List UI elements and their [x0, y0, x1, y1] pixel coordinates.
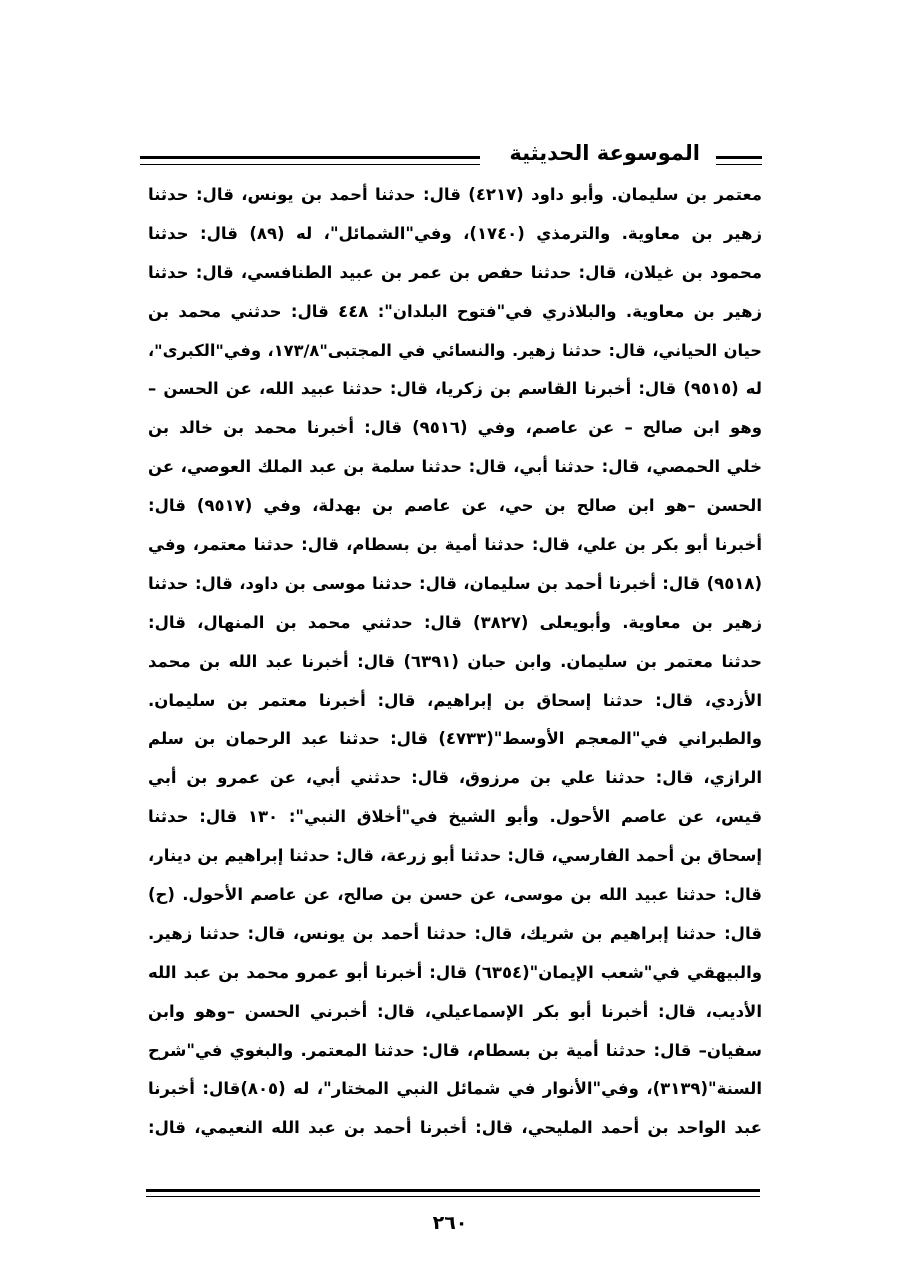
text-line: والبيهقي في"شعب الإيمان"(٦٣٥٤) قال: أخبرنا أبو عمرو محمد بن عبد الله [148, 962, 762, 982]
text-line: الحسن –هو ابن صالح بن حي، عن عاصم بن بهدلة، وفي (٩٥١٧) قال: [148, 496, 762, 516]
text-line: عبد الواحد بن أحمد المليحي، قال: أخبرنا أحمد بن عبد الله النعيمي، قال: [148, 1118, 762, 1138]
text-line: الرازي، قال: حدثنا علي بن مرزوق، قال: حدثني أبي، عن عمرو بن أبي [148, 768, 762, 788]
text-line: وهو ابن صالح – عن عاصم، وفي (٩٥١٦) قال: أخبرنا محمد بن خالد بن [148, 418, 762, 438]
text-line: أخبرنا أبو بكر بن علي، قال: حدثنا أمية بن بسطام، قال: حدثنا معتمر، وفي [148, 535, 762, 555]
text-line: قال: حدثنا إبراهيم بن شريك، قال: حدثنا أحمد بن يونس، قال: حدثنا زهير. [148, 923, 762, 943]
header-title: الموسوعة الحديثية [509, 141, 700, 165]
text-line: الأزدي، قال: حدثنا إسحاق بن إبراهيم، قال: أخبرنا معتمر بن سليمان. [148, 690, 762, 710]
text-line: معتمر بن سليمان. وأبو داود (٤٢١٧) قال: حدثنا أحمد بن يونس، قال: حدثنا [148, 185, 762, 204]
footer-rule [146, 1189, 760, 1197]
text-line: (٩٥١٨) قال: أخبرنا أحمد بن سليمان، قال: حدثنا موسى بن داود، قال: حدثنا [148, 573, 762, 593]
text-line: قال: حدثنا عبيد الله بن موسى، عن حسن بن صالح، عن عاصم الأحول. (ح) [148, 885, 762, 905]
text-line: قيس، عن عاصم الأحول. وأبو الشيخ في"أخلاق النبي": ١٣٠ قال: حدثنا [148, 807, 763, 827]
page-number: ٢٦٠ [432, 1212, 468, 1234]
text-line: خلي الحمصي، قال: حدثنا أبي، قال: حدثنا سلمة بن عبد الملك العوصي، عن [148, 457, 762, 477]
text-line: زهير بن معاوية. والبلاذري في"فتوح البلدان": ٤٤٨ قال: حدثني محمد بن [148, 301, 763, 321]
text-line: الأديب، قال: أخبرنا أبو بكر الإسماعيلي، قال: أخبرني الحسن –وهو وابن [148, 1001, 762, 1021]
text-line: إسحاق بن أحمد الفارسي، قال: حدثنا أبو زرعة، قال: حدثنا إبراهيم بن دينار، [148, 846, 762, 866]
text-line: زهير بن معاوية. وأبويعلى (٣٨٢٧) قال: حدثني محمد بن المنهال، قال: [148, 612, 762, 632]
text-line: زهير بن معاوية. والترمذي (١٧٤٠)، وفي"الشمائل"، له (٨٩) قال: حدثنا [148, 223, 762, 243]
page-header [140, 136, 762, 172]
header-rule-right [716, 156, 762, 165]
text-line: حدثنا معتمر بن سليمان. وابن حبان (٦٣٩١) قال: أخبرنا عبد الله بن محمد [148, 651, 762, 671]
text-line: سفيان– قال: حدثنا أمية بن بسطام، قال: حدثنا المعتمر. والبغوي في"شرح [148, 1040, 762, 1060]
body-text [148, 176, 762, 1148]
text-line: محمود بن غيلان، قال: حدثنا حفص بن عمر بن عبيد الطنافسي، قال: حدثنا [148, 262, 762, 282]
text-line: حيان الحياني، قال: حدثنا زهير. والنسائي في المجتبى"١٧٣/٨، وفي"الكبرى"، [148, 340, 762, 360]
text-line: له (٩٥١٥) قال: أخبرنا القاسم بن زكريا، قال: حدثنا عبيد الله، عن الحسن – [148, 379, 762, 399]
text-line: السنة"(٣١٣٩)، وفي"الأنوار في شمائل النبي المختار"، له (٨٠٥)قال: أخبرنا [148, 1079, 762, 1099]
header-rule-left [140, 156, 480, 165]
text-line: والطبراني في"المعجم الأوسط"(٤٧٣٣) قال: حدثنا عبد الرحمان بن سلم [148, 729, 762, 749]
